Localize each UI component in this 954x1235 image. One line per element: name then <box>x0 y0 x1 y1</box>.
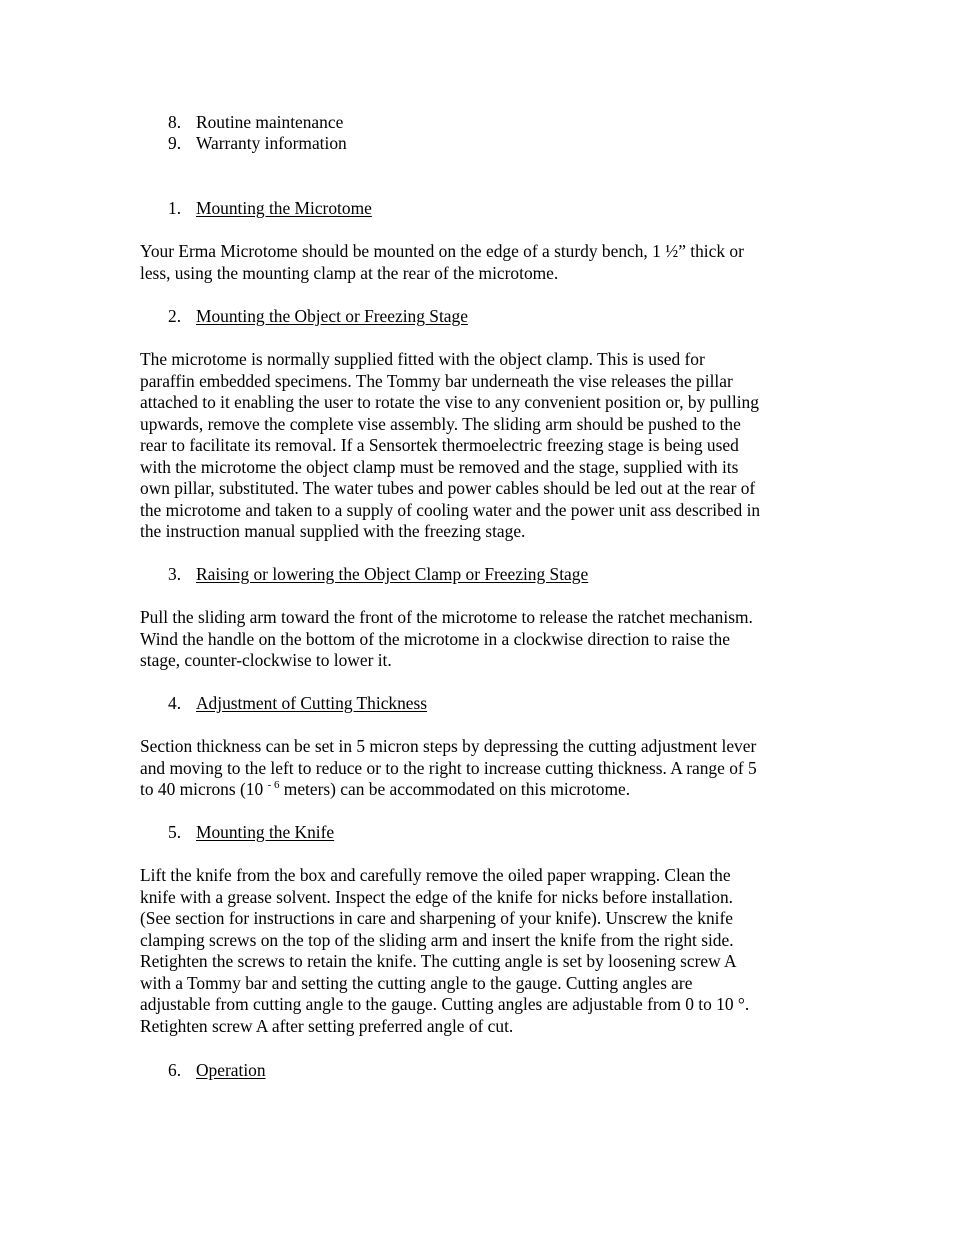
paragraph-line: stage, counter-clockwise to lower it. <box>140 650 392 671</box>
paragraph-line: (See section for instructions in care and sharpening of your knife). Unscrew the knife <box>140 908 734 929</box>
paragraph-line: Pull the sliding arm toward the front of the microtome to release the ratchet mechanism. <box>140 607 753 627</box>
toc-item-routine-maintenance <box>168 112 343 134</box>
paragraph-line: Retighten screw A after setting preferred angle of cut. <box>140 1015 514 1036</box>
paragraph-line: knife with a grease solvent. Inspect the edge of the knife for nicks before installation. <box>140 886 734 907</box>
paragraph-line: Lift the knife from the box and carefully remove the oiled paper wrapping. Clean the <box>140 865 731 885</box>
section-title: Mounting the Microtome <box>196 198 372 218</box>
paragraph-line: The microtome is normally supplied fitted with the object clamp. This is used for <box>140 349 705 369</box>
section-number: 5. <box>168 822 182 842</box>
toc-item-warranty-information <box>168 133 347 155</box>
paragraph-line: upwards, remove the complete vise assembly. The sliding arm should be pushed to the <box>140 413 741 434</box>
paragraph-line: adjustable from cutting angle to the gauge. Cutting angles are adjustable from 0 to 10 °. <box>140 994 750 1015</box>
section-number: 1. <box>168 198 182 218</box>
section-title: Operation <box>196 1060 266 1080</box>
section-number: 6. <box>168 1060 182 1080</box>
section-heading-mounting-object-stage <box>168 306 468 328</box>
section-paragraph-raising-lowering <box>140 607 816 672</box>
section-heading-mounting-microtome <box>168 198 372 220</box>
section-paragraph-cutting-thickness <box>140 736 816 801</box>
paragraph-line: and moving to the left to reduce or to the right to increase cutting thickness. A range of 5 <box>140 757 757 778</box>
section-number: 2. <box>168 306 182 326</box>
section-title: Adjustment of Cutting Thickness <box>196 693 428 713</box>
paragraph-line: own pillar, substituted. The water tubes and power cables should be led out at the rear of <box>140 478 756 499</box>
section-heading-cutting-thickness <box>168 693 427 715</box>
paragraph-line: Wind the handle on the bottom of the microtome in a clockwise direction to raise the <box>140 628 730 649</box>
section-number: 3. <box>168 564 182 584</box>
paragraph-line: clamping screws on the top of the sliding arm and insert the knife from the right side. <box>140 929 734 950</box>
toc-item-number: 8. <box>168 112 182 132</box>
toc-item-label: Warranty information <box>196 133 347 153</box>
section-paragraph-mounting-knife <box>140 865 816 1037</box>
paragraph-line: with a Tommy bar and setting the cutting angle to the gauge. Cutting angles are <box>140 972 693 993</box>
section-title: Mounting the Knife <box>196 822 335 842</box>
paragraph-line: the microtome and taken to a supply of cooling water and the power unit ass described in <box>140 499 761 520</box>
paragraph-line: Section thickness can be set in 5 micron steps by depressing the cutting adjustment lever <box>140 736 757 756</box>
section-paragraph-mounting-object-stage <box>140 349 816 543</box>
paragraph-line: attached to it enabling the user to rotate the vise to any convenient position or, by pulling <box>140 392 759 413</box>
section-title: Raising or lowering the Object Clamp or Freezing Stage <box>196 564 589 584</box>
paragraph-line: Your Erma Microtome should be mounted on the edge of a sturdy bench, 1 ½” thick or <box>140 241 744 261</box>
paragraph-line: less, using the mounting clamp at the rear of the microtome. <box>140 262 559 283</box>
section-number: 4. <box>168 693 182 713</box>
line-text-before: to 40 microns (10 <box>140 779 268 800</box>
section-heading-operation <box>168 1060 266 1082</box>
section-paragraph-mounting-microtome <box>140 241 816 284</box>
toc-item-label: Routine maintenance <box>196 112 344 132</box>
section-heading-raising-lowering <box>168 564 588 586</box>
section-title: Mounting the Object or Freezing Stage <box>196 306 468 326</box>
toc-item-number: 9. <box>168 133 182 153</box>
paragraph-line: the instruction manual supplied with the freezing stage. <box>140 521 526 542</box>
section-heading-mounting-knife <box>168 822 334 844</box>
paragraph-line: paraffin embedded specimens. The Tommy bar underneath the vise releases the pillar <box>140 370 733 391</box>
paragraph-line: Retighten the screws to retain the knife. The cutting angle is set by loosening screw A <box>140 951 737 972</box>
paragraph-line-with-exponent <box>140 779 816 801</box>
paragraph-line: with the microtome the object clamp must be removed and the stage, supplied with its <box>140 456 739 477</box>
line-text-after: meters) can be accommodated on this microtome. <box>279 779 631 800</box>
paragraph-line: rear to facilitate its removal. If a Sensortek thermoelectric freezing stage is being used <box>140 435 739 456</box>
exponent: - 6 <box>267 779 280 792</box>
